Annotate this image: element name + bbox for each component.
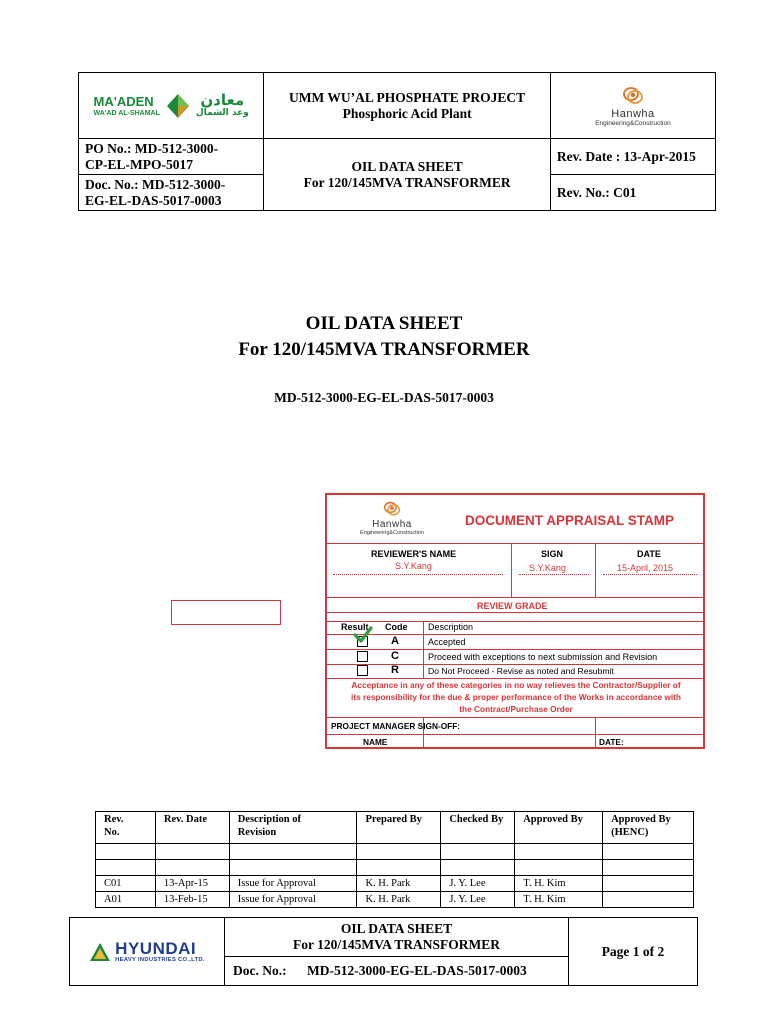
header-title-cell [264, 139, 551, 211]
po-number-line2: CP-EL-MPO-5017 [85, 156, 193, 172]
grade-r-checkbox[interactable] [357, 665, 368, 676]
rev-no: Rev. No.: C01 [556, 184, 637, 200]
table-row [96, 844, 694, 860]
page-number: Page 1 of 2 [601, 943, 665, 959]
stamp-sign-value: S.Y.Kang [529, 563, 566, 573]
table-row [96, 860, 694, 876]
document-footer [69, 917, 698, 986]
header-description: Description of Revision [229, 812, 357, 844]
stamp-col-result: Result [341, 622, 369, 632]
stamp-col-description: Description [428, 622, 474, 632]
hanwha-logo [557, 85, 709, 127]
stamp-date-value: 15-April, 2015 [617, 563, 674, 573]
hyundai-logo [71, 940, 223, 963]
maaden-logo-text: MA'ADEN [93, 93, 154, 109]
stamp-title: DOCUMENT APPRAISAL STAMP [465, 513, 675, 528]
stamp-date-label: DATE: [599, 737, 624, 747]
main-title-line1: OIL DATA SHEET [305, 313, 463, 334]
stamp-hanwha-flame-icon [382, 500, 402, 518]
header-title-line2: For 120/145MVA TRANSFORMER [303, 174, 511, 190]
po-number-line1: PO No.: MD-512-3000- [85, 140, 219, 156]
document-header [78, 72, 716, 211]
table-row: C01 13-Apr-15 Issue for Approval K. H. Park J. Y. Lee T. H. Kim [96, 876, 694, 892]
stamp-col-sign: SIGN [541, 549, 564, 559]
stamp-col-reviewer: REVIEWER'S NAME [371, 549, 457, 559]
hyundai-sub: HEAVY INDUSTRIES CO.,LTD. [115, 957, 205, 963]
grade-a-code: A [391, 635, 399, 647]
footer-page-cell [569, 918, 698, 986]
header-approved-by-henc: Approved By (HENC) [603, 812, 694, 844]
footer-doc-label: Doc. No.: [233, 963, 287, 978]
header-title-line1: OIL DATA SHEET [351, 158, 463, 174]
hyundai-name: HYUNDAI [115, 939, 197, 958]
document-appraisal-stamp [325, 493, 705, 749]
grade-a-description: Accepted [428, 637, 466, 647]
footer-doc-value-cell [306, 957, 569, 986]
footer-doc-value: MD-512-3000-EG-EL-DAS-5017-0003 [307, 963, 527, 978]
hanwha-logo-name: Hanwha [611, 107, 655, 120]
footer-title-line2: For 120/145MVA TRANSFORMER [292, 937, 500, 952]
footer-title-cell [225, 918, 569, 957]
hanwha-logo-cell [550, 73, 715, 139]
po-number-cell [79, 139, 264, 175]
stamp-hanwha-logo [357, 500, 427, 536]
grade-c-code: C [391, 650, 399, 662]
project-name: UMM WU’AL PHOSPHATE PROJECT [289, 89, 526, 105]
stamp-col-code: Code [385, 622, 408, 632]
hyundai-logo-cell [70, 918, 225, 986]
red-annotation-box [171, 600, 281, 625]
hyundai-triangle-icon [89, 942, 111, 962]
maaden-logo [85, 90, 257, 119]
grade-r-code: R [391, 664, 399, 676]
table-row: A01 13-Feb-15 Issue for Approval K. H. Park J. Y. Lee T. H. Kim [96, 892, 694, 908]
header-prepared-by: Prepared By [357, 812, 441, 844]
plant-name: Phosphoric Acid Plant [342, 105, 472, 121]
doc-number-line1: Doc. No.: MD-512-3000- [85, 176, 226, 192]
revision-table-header [96, 812, 694, 844]
maaden-arabic-sub: وعد الشمال [195, 107, 249, 118]
grade-r-description: Do Not Proceed - Revise as noted and Resubmit [428, 666, 614, 676]
stamp-warning: Acceptance in any of these categories in no way relieves the Contractor/Supplier of its responsibility for the due & proper performance of the Works in accordance with the Contract/Purchase Order [351, 680, 681, 714]
grade-c-description: Proceed with exceptions to next submission and Revision [428, 652, 658, 662]
doc-number-line2: EG-EL-DAS-5017-0003 [85, 192, 222, 208]
grade-a-checkmark-icon [353, 625, 373, 645]
rev-date: Rev. Date : 13-Apr-2015 [556, 148, 696, 164]
stamp-review-grade: REVIEW GRADE [477, 601, 548, 611]
rev-no-cell [550, 175, 715, 211]
stamp-name-label: NAME [363, 737, 388, 747]
footer-title-line1: OIL DATA SHEET [340, 921, 453, 936]
footer-doc-label-cell [225, 957, 307, 986]
stamp-logo-sub: Engineering&Construction [360, 530, 424, 536]
revision-table [95, 811, 694, 908]
rev-date-cell [550, 139, 715, 175]
header-approved-by: Approved By [515, 812, 603, 844]
header-rev-no: Rev. No. [96, 812, 156, 844]
stamp-col-date: DATE [637, 549, 661, 559]
header-checked-by: Checked By [441, 812, 515, 844]
maaden-diamond-icon [166, 93, 190, 119]
hanwha-logo-sub: Engineering&Construction [595, 119, 671, 127]
stamp-logo-name: Hanwha [372, 519, 412, 530]
main-doc-number: MD-512-3000-EG-EL-DAS-5017-0003 [274, 390, 494, 405]
main-title-line2: For 120/145MVA TRANSFORMER [238, 339, 530, 360]
header-rev-date: Rev. Date [155, 812, 229, 844]
maaden-arabic: معادن [200, 90, 245, 109]
stamp-reviewer-name: S.Y.Kang [395, 561, 432, 571]
doc-number-cell [79, 175, 264, 211]
hanwha-flame-icon [621, 85, 645, 107]
grade-c-checkbox[interactable] [357, 651, 368, 662]
project-cell [264, 73, 551, 139]
maaden-logo-cell [79, 73, 264, 139]
maaden-logo-sub: WA'AD AL-SHAMAL [93, 109, 160, 117]
stamp-pm-signoff: PROJECT MANAGER SIGN-OFF: [331, 721, 461, 731]
